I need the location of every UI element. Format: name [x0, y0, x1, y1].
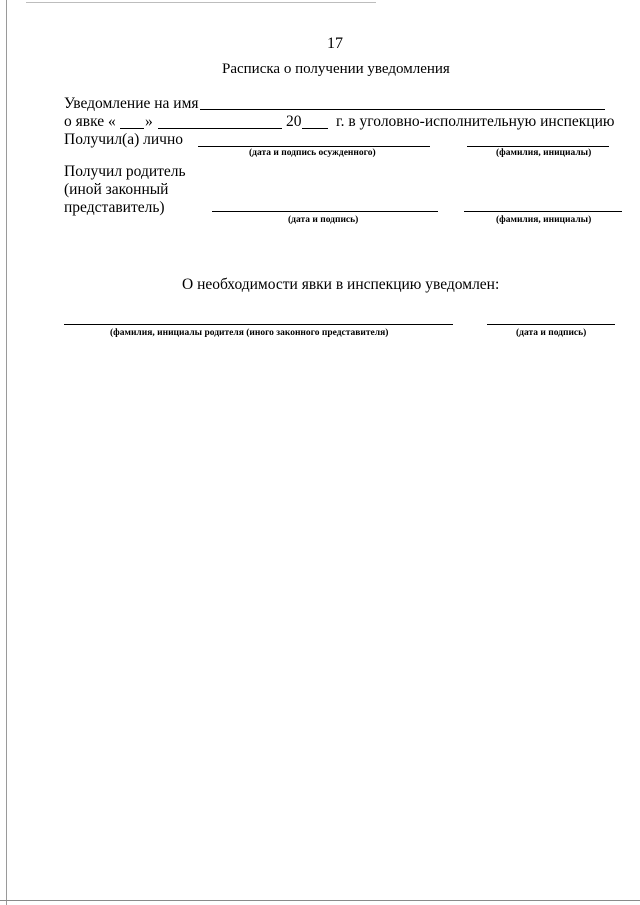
parent-name-line: [464, 211, 622, 212]
parent-signature-line: [212, 211, 438, 212]
received-personally-label: Получил(а) лично: [64, 131, 183, 148]
appearance-day-line: [120, 128, 144, 129]
caption-surname-initials-2: (фамилия, инициалы): [496, 215, 592, 225]
caption-date-sign-2: (дата и подпись): [516, 328, 587, 338]
notified-heading: О необходимости явки в инспекцию уведомлен:: [182, 276, 500, 293]
caption-date-sign-1: (дата и подпись): [288, 215, 359, 225]
convict-signature-line: [198, 146, 430, 147]
page-number: 17: [327, 35, 343, 52]
notice-name-line: [200, 109, 605, 110]
year-line: [302, 128, 328, 129]
year-prefix: 20: [286, 113, 302, 130]
year-suffix: г. в уголовно-исполнительную инспекцию: [336, 113, 615, 130]
caption-surname-initials-1: (фамилия, инициалы): [496, 148, 592, 158]
appearance-month-line: [158, 128, 282, 129]
received-parent-line2: (иной законный: [64, 181, 169, 198]
caption-date-sign-convict: (дата и подпись осужденного): [249, 148, 376, 158]
parent-notified-name-line: [64, 324, 453, 325]
scan-edge-bottom: [0, 900, 640, 901]
convict-name-line: [467, 146, 609, 147]
scan-edge-top: [26, 2, 376, 3]
received-parent-line3: представитель): [64, 199, 165, 216]
scan-edge-left: [6, 0, 7, 905]
parent-notified-date-line: [487, 324, 615, 325]
caption-parent: (фамилия, инициалы родителя (иного законного представителя): [110, 328, 389, 338]
notice-label: Уведомление на имя: [64, 95, 199, 112]
received-parent-line1: Получил родитель: [64, 163, 186, 180]
document-title: Расписка о получении уведомления: [222, 61, 450, 77]
appearance-close-quote: »: [145, 113, 153, 130]
appearance-prefix: о явке «: [64, 113, 116, 130]
